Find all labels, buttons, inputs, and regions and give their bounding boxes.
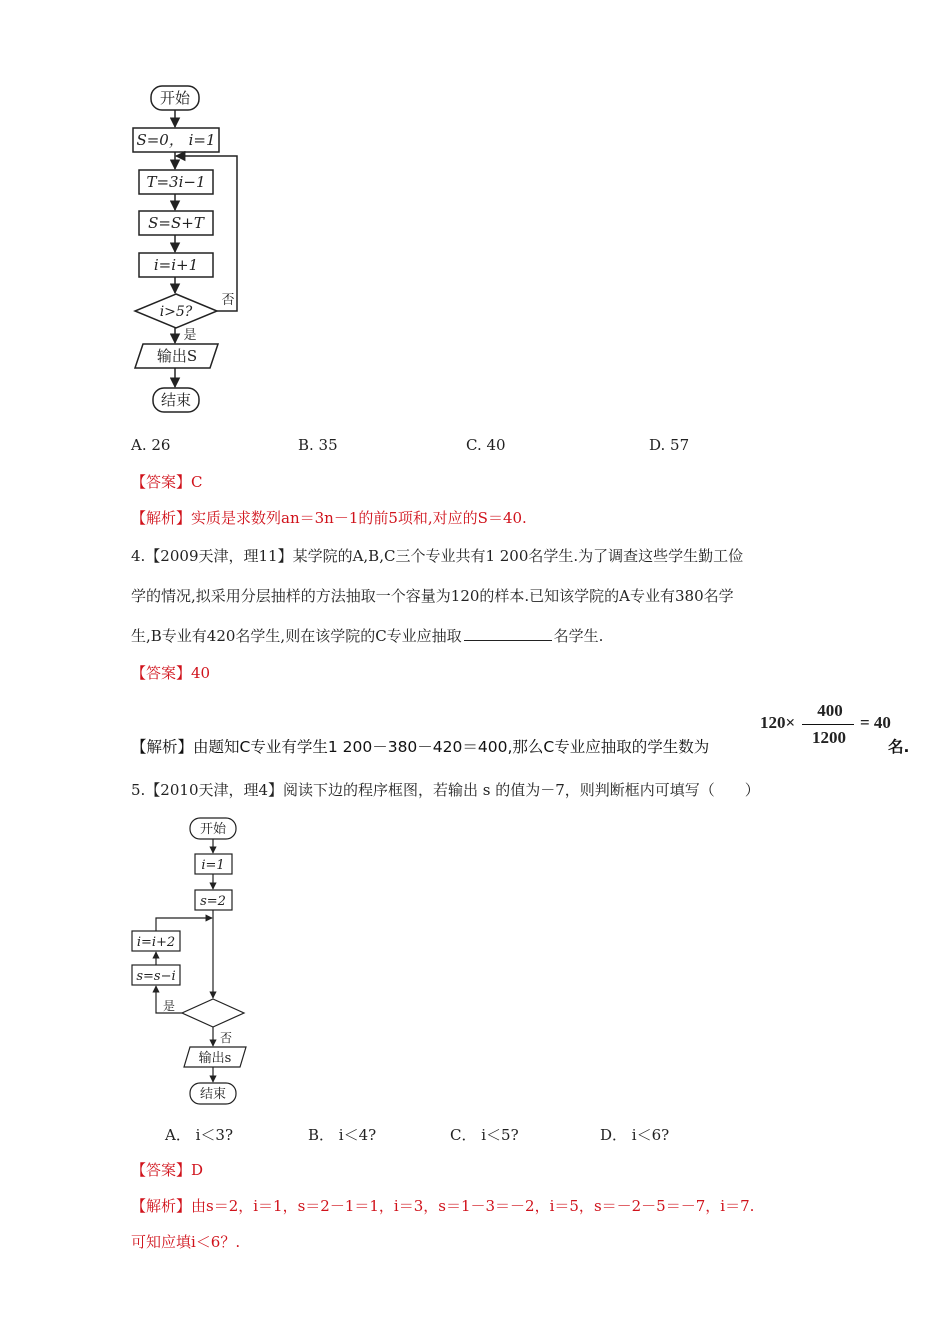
fc2-update-i-label: i=i+2 [136,935,176,950]
q5-analysis-line-1 [131,1195,754,1216]
answer-value: C [191,473,203,491]
fc1-end-label: 结束 [160,391,192,409]
fc1-step3-label: i=i+1 [153,256,199,274]
answer-tag: 【答案】 [131,664,192,682]
fc2-init-i-label: i=1 [201,858,225,873]
fc2-start-label: 开始 [199,822,227,837]
analysis-text: 由s＝2，i＝1，s＝2－1＝1，i＝3，s＝1－3＝－2，i＝5，s＝－2－5＝－7，i＝7. [191,1197,755,1215]
q4-line-3-before: 生,B专业有420名学生,则在该学院的C专业应抽取 [131,627,462,645]
fc1-step2-label: S=S+T [148,214,204,232]
fc1-yes-label: 是 [183,328,197,343]
fc1-init-label: S=0， i=1 [136,131,216,149]
answer-blank [464,626,552,641]
formula-right: = 40 [860,713,891,732]
formula-numerator: 400 [817,701,843,720]
analysis-tag: 【解析】 [131,738,194,756]
flowchart-2 [0,0,300,1120]
q3-option-a: A. 26 [131,436,171,454]
q4-line-1: 4.【2009天津，理11】某学院的A,B,C三个专业共有1 200名学生.为了调查这些学生勤工俭 [131,547,744,565]
q5-option-c: C． i＜5? [450,1126,519,1144]
fc2-update-s-label: s=s−i [136,969,176,984]
q4-line-2: 学的情况,拟采用分层抽样的方法抽取一个容量为120的样本.已知该学院的A专业有380名学 [131,587,734,605]
analysis-end: 名. [888,738,910,756]
q5-analysis-line-2: 可知应填i＜6？. [131,1233,241,1251]
fc2-yes-label: 是 [162,999,176,1013]
fc1-start-label: 开始 [159,89,191,107]
q3-option-b: B. 35 [298,436,338,454]
fc1-step1-label: T=3i−1 [146,173,206,191]
formula-denominator: 1200 [812,728,846,747]
fc2-no-label: 否 [219,1031,233,1045]
decision-diamond [182,999,244,1027]
q4-line-3-after: 名学生. [553,627,604,645]
analysis-text: 由题知C专业有学生1 200－380－420＝400,那么C专业应抽取的学生数为 [193,738,710,756]
fc1-no-label: 否 [221,293,235,308]
formula-left: 120× [760,713,796,732]
q3-option-d: D. 57 [649,436,690,454]
q5-answer [131,1159,203,1180]
fc2-init-s-label: s=2 [200,894,226,909]
answer-tag: 【答案】 [131,1161,192,1179]
q5-option-d: D． i＜6? [600,1126,670,1144]
analysis-text: 实质是求数列an＝3n－1的前5项和,对应的S＝40. [191,509,527,527]
q5-option-a: A． i＜3? [165,1126,233,1144]
q3-option-c: C. 40 [466,436,506,454]
analysis-tag: 【解析】 [131,509,192,527]
answer-tag: 【答案】 [131,473,192,491]
q5-question: 5.【2010天津，理4】阅读下边的程序框图，若输出 s 的值为－7，则判断框内可填写（ ） [131,781,760,799]
answer-value: D [191,1161,204,1179]
analysis-tag: 【解析】 [131,1197,192,1215]
answer-value: 40 [191,664,211,682]
fraction-bar [802,724,854,725]
fc2-end-label: 结束 [199,1087,227,1102]
q5-option-b: B． i＜4? [308,1126,377,1144]
fc1-output-label: 输出S [156,347,198,365]
fc2-output-label: 输出s [198,1051,232,1066]
fc1-cond-label: i>5? [159,304,193,320]
